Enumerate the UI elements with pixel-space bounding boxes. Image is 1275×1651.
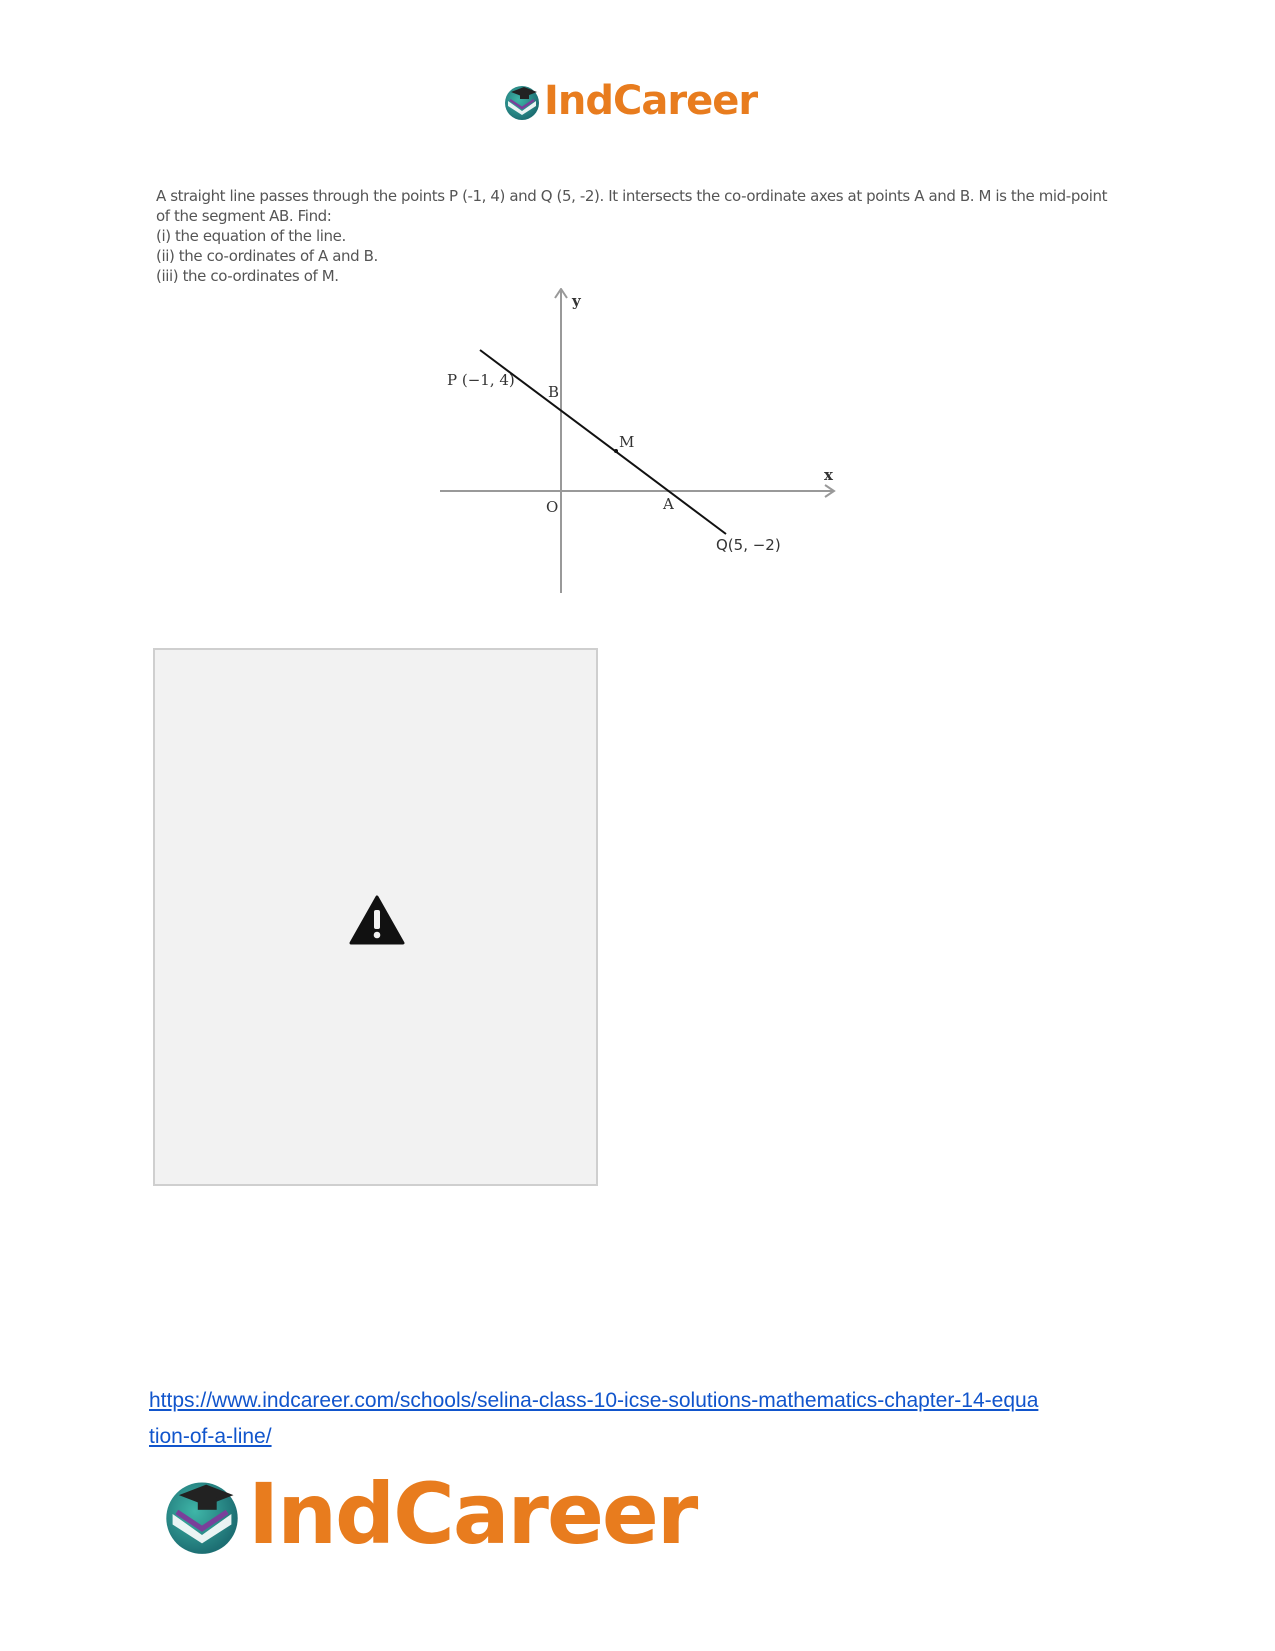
y-axis-label: y: [572, 292, 581, 310]
warning-icon: [349, 895, 405, 945]
question-text: [156, 186, 1136, 286]
point-a-label: A: [663, 495, 674, 513]
point-p-label: P (−1, 4): [447, 371, 515, 389]
point-q-label: Q(5, −2): [716, 536, 781, 554]
midpoint-m-dot: [614, 449, 618, 453]
brand-name: IndCareer: [544, 78, 758, 124]
line-pq: [480, 350, 726, 534]
question-line: (ii) the co-ordinates of A and B.: [156, 247, 378, 265]
image-placeholder: [153, 648, 598, 1186]
graduation-cap-book-icon: [502, 81, 542, 121]
question-line: (i) the equation of the line.: [156, 227, 346, 245]
brand-name: IndCareer: [248, 1465, 697, 1563]
point-m-label: M: [619, 433, 635, 451]
origin-label: O: [546, 498, 559, 516]
question-line: (iii) the co-ordinates of M.: [156, 267, 339, 285]
x-axis-label: x: [824, 466, 833, 484]
question-line: A straight line passes through the points P (-1, 4) and Q (5, -2). It intersects the co-ordinate axes at points A and B. M is the mid-point: [156, 187, 1108, 205]
source-link-line: tion-of-a-line/: [149, 1425, 272, 1448]
source-link-line: https://www.indcareer.com/schools/selina-class-10-icse-solutions-mathematics-chapter-14-equa: [149, 1389, 1039, 1412]
header-logo: [502, 78, 757, 124]
source-link[interactable]: [149, 1383, 1129, 1455]
point-b-label: B: [548, 383, 560, 401]
line-diagram: [440, 288, 840, 598]
footer-logo: [160, 1465, 696, 1563]
graduation-cap-book-icon: [160, 1472, 244, 1556]
question-line: of the segment AB. Find:: [156, 207, 332, 225]
